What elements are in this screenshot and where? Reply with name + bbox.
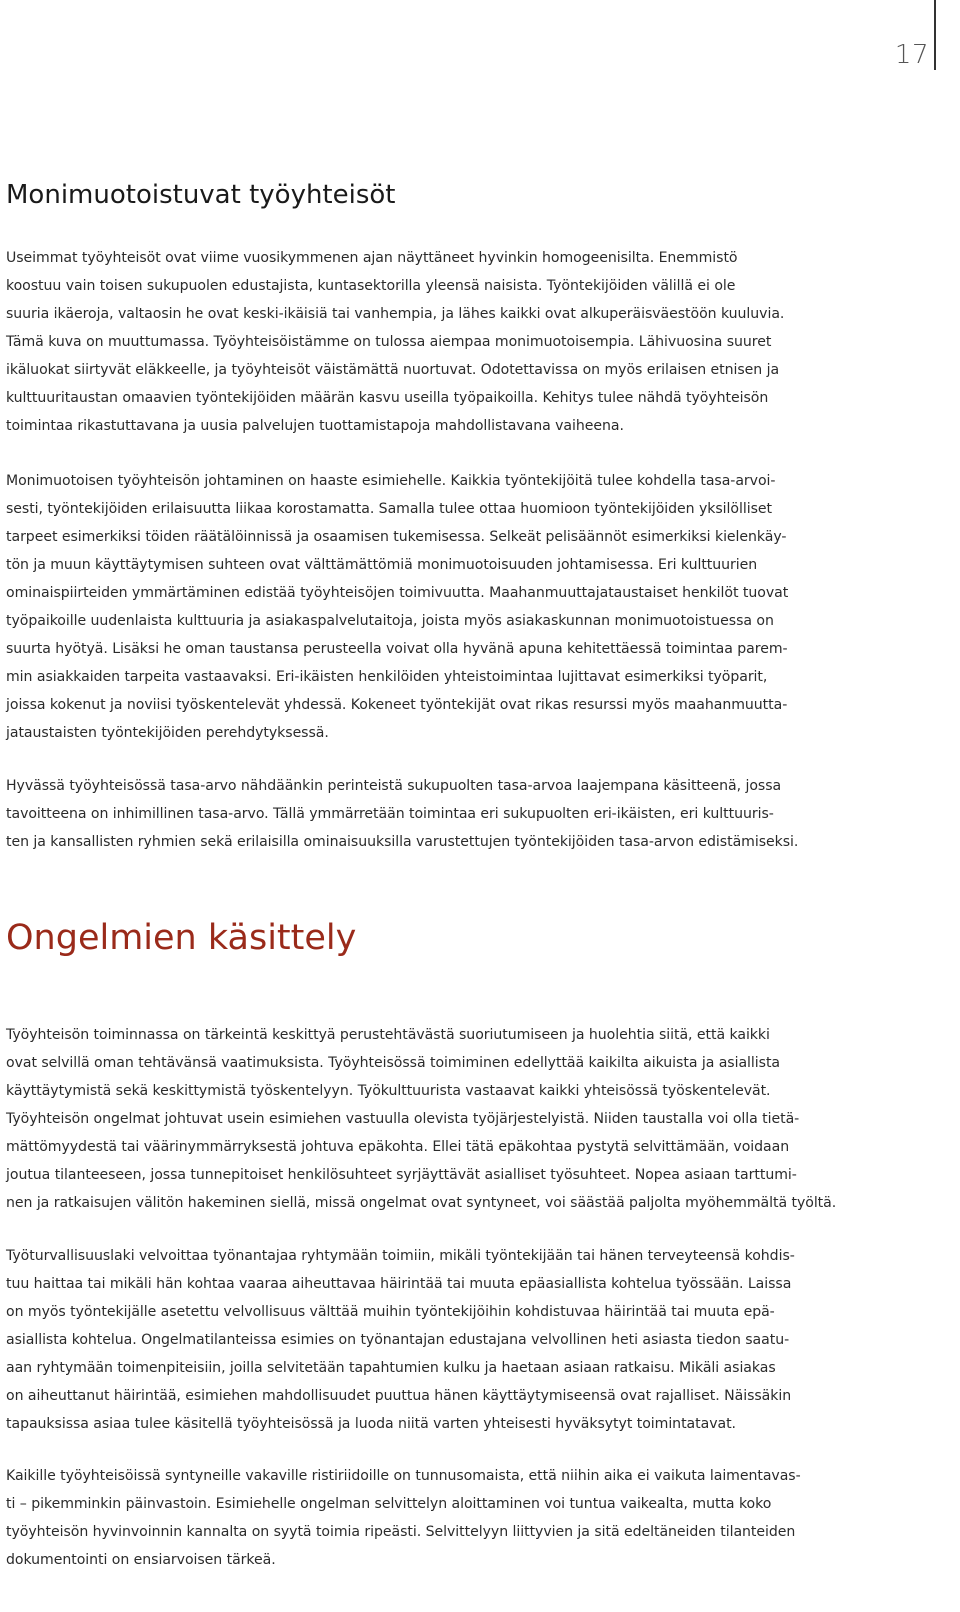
text-line: ikäluokat siirtyvät eläkkeelle, ja työyhteisöt väistämättä nuortuvat. Odotettavissa on myös erilaisen etnisen ja (6, 362, 780, 378)
text-line: tavoitteena on inhimillinen tasa-arvo. Tällä ymmärretään toimintaa eri sukupuolten eri-ikäisten, eri kulttuuris- (6, 806, 774, 822)
text-line: Tämä kuva on muuttumassa. Työyhteisöistämme on tulossa aiempaa monimuotoisempia. Lähivuosina suuret (6, 334, 772, 350)
text-line: ovat selvillä oman tehtävänsä vaatimuksista. Työyhteisössä toimiminen edellyttää kaikilta aikuista ja asiallista (6, 1055, 781, 1071)
text-line: Työyhteisön ongelmat johtuvat usein esimiehen vastuulla olevista työjärjestelyistä. Niiden taustalla voi olla tietä- (6, 1111, 800, 1127)
text-line: aan ryhtymään toimenpiteisiin, joilla selvitetään tapahtumien kulku ja haetaan asiaan ratkaisu. Mikäli asiakas (6, 1360, 776, 1376)
text-line: suuria ikäeroja, valtaosin he ovat keski-ikäisiä tai vanhempia, ja lähes kaikki ovat alkuperäisväestöön kuuluvia. (6, 306, 785, 322)
text-line: Kaikille työyhteisöissä syntyneille vakaville ristiriidoille on tunnusomaista, että niihin aika ei vaikuta laimentavas- (6, 1468, 801, 1484)
section-heading-diverse-workplaces: Monimuotoistuvat työyhteisöt (6, 180, 396, 210)
text-line: toimintaa rikastuttavana ja uusia palvelujen tuottamistapoja mahdollistavana vaiheena. (6, 418, 624, 434)
paragraph (6, 1462, 848, 1570)
text-line: Työturvallisuuslaki velvoittaa työnantajaa ryhtymään toimiin, mikäli työntekijään tai hänen terveyteensä kohdis- (6, 1248, 795, 1264)
text-line: joissa kokenut ja noviisi työskentelevät yhdessä. Kokeneet työntekijät ovat rikas resurssi myös maahanmuutta- (6, 697, 788, 713)
paragraph (6, 772, 848, 856)
text-line: dokumentointi on ensiarvoisen tärkeä. (6, 1552, 276, 1568)
text-line: nen ja ratkaisujen välitön hakeminen siellä, missä ongelmat ovat syntyneet, voi säästää paljolta myöhemmältä työltä. (6, 1195, 837, 1211)
paragraph (6, 467, 848, 747)
text-line: tuu haittaa tai mikäli hän kohtaa vaaraa aiheuttavaa häirintää tai muuta epäasiallista kohtelua työssään. Laissa (6, 1276, 792, 1292)
text-line: kulttuuritaustan omaavien työntekijöiden määrän kasvu useilla työpaikoilla. Kehitys tulee nähdä työyhteisön (6, 390, 769, 406)
text-line: koostuu vain toisen sukupuolen edustajista, kuntasektorilla yleensä naisista. Työntekijöiden välillä ei ole (6, 278, 736, 294)
text-line: mättömyydestä tai väärinymmärryksestä johtuva epäkohta. Ellei tätä epäkohtaa pystytä selvittämään, voidaan (6, 1139, 790, 1155)
text-line: työpaikoille uudenlaista kulttuuria ja asiakaspalvelutaitoja, joista myös asiakaskunnan monimuotoistuessa on (6, 613, 774, 629)
text-line: min asiakkaiden tarpeita vastaavaksi. Eri-ikäisten henkilöiden yhteistoimintaa lujittavat esimerkiksi työparit, (6, 669, 768, 685)
text-line: tön ja muun käyttäytymisen suhteen ovat välttämättömiä monimuotoisuuden johtamisessa. Eri kulttuurien (6, 557, 758, 573)
paragraph (6, 1242, 848, 1438)
text-line: asiallista kohtelua. Ongelmatilanteissa esimies on työnantajan edustajana velvollinen heti asiasta tiedon saatu- (6, 1332, 790, 1348)
text-line: joutua tilanteeseen, jossa tunnepitoiset henkilösuhteet syrjäyttävät asialliset työsuhteet. Nopea asiaan tarttumi- (6, 1167, 797, 1183)
text-line: suurta hyötyä. Lisäksi he oman taustansa perusteella voivat olla hyvänä apuna kehitettäessä toimintaa parem- (6, 641, 788, 657)
text-line: on myös työntekijälle asetettu velvollisuus välttää muihin työntekijöihin kohdistuvaa häirintää tai muuta epä- (6, 1304, 775, 1320)
text-line: työyhteisön hyvinvoinnin kannalta on syytä toimia ripeästi. Selvittelyyn liittyvien ja sitä edeltäneiden tilanteiden (6, 1524, 796, 1540)
text-line: jataustaisten työntekijöiden perehdytyksessä. (6, 725, 329, 741)
text-line: Hyvässä työyhteisössä tasa-arvo nähdäänkin perinteistä sukupuolten tasa-arvoa laajempana käsitteenä, jossa (6, 778, 782, 794)
paragraph (6, 1021, 848, 1217)
text-line: käyttäytymistä sekä keskittymistä työskentelyyn. Työkulttuurista vastaavat kaikki yhteisössä työskentelevät. (6, 1083, 771, 1099)
text-line: Useimmat työyhteisöt ovat viime vuosikymmenen ajan näyttäneet hyvinkin homogeenisilta. Enemmistö (6, 250, 738, 266)
text-line: tapauksissa asiaa tulee käsitellä työyhteisössä ja luoda niitä varten yhteisesti hyväksytyt toimintatavat. (6, 1416, 736, 1432)
paragraph (6, 244, 848, 440)
section-heading-problem-handling: Ongelmien käsittely (6, 918, 357, 958)
page-edge-rule (934, 0, 936, 70)
text-line: tarpeet esimerkiksi töiden räätälöinnissä ja osaamisen tukemisessa. Selkeät pelisäännöt esimerkiksi kielenkäy- (6, 529, 787, 545)
text-line: on aiheuttanut häirintää, esimiehen mahdollisuudet puuttua hänen käyttäytymiseensä ovat rajalliset. Näissäkin (6, 1388, 792, 1404)
text-line: ti – pikemminkin päinvastoin. Esimiehelle ongelman selvittelyn aloittaminen voi tuntua vaikealta, mutta koko (6, 1496, 772, 1512)
text-line: Monimuotoisen työyhteisön johtaminen on haaste esimiehelle. Kaikkia työntekijöitä tulee kohdella tasa-arvoi- (6, 473, 776, 489)
text-line: ominaispiirteiden ymmärtäminen edistää työyhteisöjen toimivuutta. Maahanmuuttajataustaiset henkilöt tuovat (6, 585, 789, 601)
text-line: ten ja kansallisten ryhmien sekä erilaisilla ominaisuuksilla varustettujen työntekijöiden tasa-arvon edistämiseksi. (6, 834, 799, 850)
text-line: Työyhteisön toiminnassa on tärkeintä keskittyä perustehtävästä suoriutumiseen ja huolehtia siitä, että kaikki (6, 1027, 770, 1043)
page-number: 17 (894, 40, 929, 70)
text-line: sesti, työntekijöiden erilaisuutta liikaa korostamatta. Samalla tulee ottaa huomioon työntekijöiden yksilölliset (6, 501, 772, 517)
